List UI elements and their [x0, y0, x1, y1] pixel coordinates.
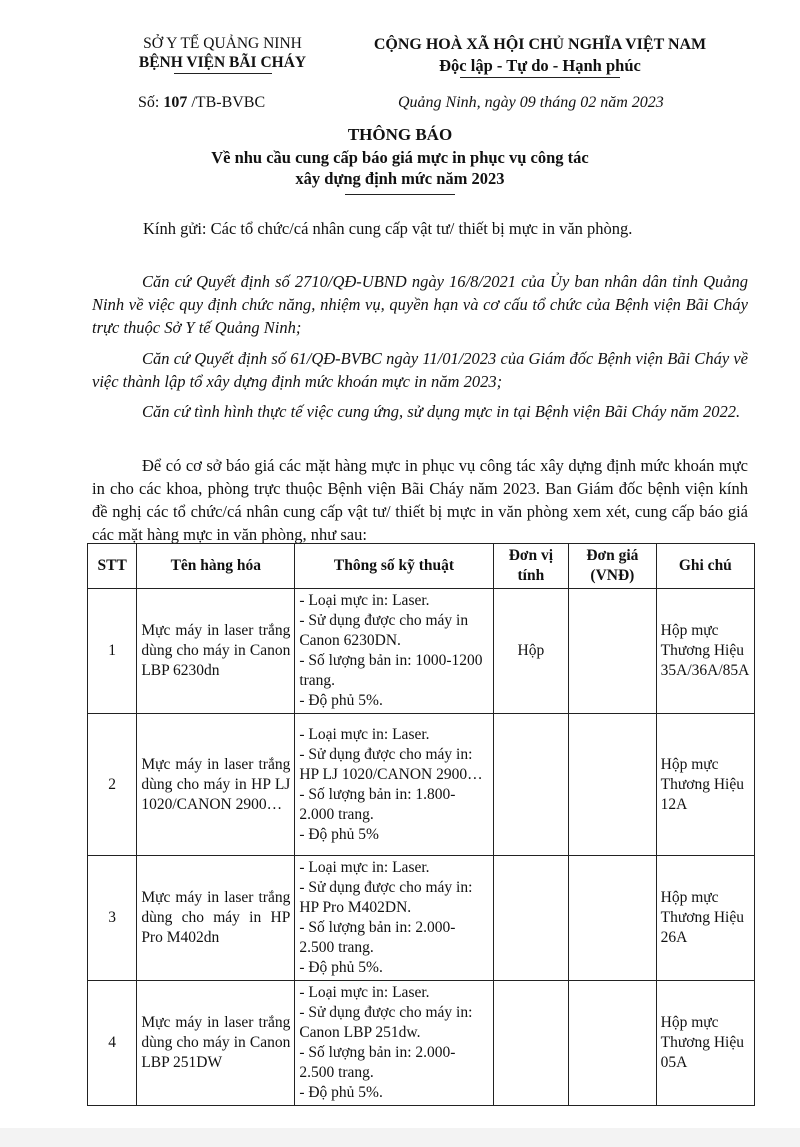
spec-line: - Sử dụng được cho máy in: HP LJ 1020/CANON 2900…: [299, 745, 483, 783]
col-header-name: Tên hàng hóa: [137, 544, 295, 589]
items-table: [87, 543, 755, 1106]
table-header-row: [88, 544, 755, 589]
spec-line: - Sử dụng được cho máy in: HP Pro M402DN.: [299, 879, 473, 916]
spec-line: - Độ phủ 5%: [299, 825, 379, 843]
spec-line: - Số lượng bản in: 1.800-2.000 trang.: [299, 785, 456, 823]
cell-unit: [493, 981, 568, 1106]
table-row: [88, 714, 755, 856]
org-parent: SỞ Y TẾ QUẢNG NINH: [143, 35, 302, 52]
cell-price: [569, 589, 657, 714]
issuing-org: [120, 34, 325, 74]
cell-name: Mực máy in laser trắng dùng cho máy in HP LJ 1020/CANON 2900…: [137, 714, 295, 856]
spec-line: - Loại mực in: Laser.: [299, 859, 430, 876]
col-header-note: Ghi chú: [656, 544, 754, 589]
paragraph-text: Căn cứ tình hình thực tế việc cung ứng, sử dụng mực in tại Bệnh viện Bãi Cháy năm 2022.: [142, 402, 741, 421]
cell-name: Mực máy in laser trắng dùng cho máy in HP Pro M402dn: [137, 856, 295, 981]
cell-spec: [295, 981, 493, 1106]
subtitle-line: xây dựng định mức năm 2023: [295, 169, 505, 188]
spec-line: - Độ phủ 5%.: [299, 692, 383, 709]
cell-price: [569, 856, 657, 981]
spec-line: - Sử dụng được cho máy in Canon 6230DN.: [299, 612, 469, 649]
title-underline: [345, 194, 455, 195]
legal-basis-paragraph: [92, 270, 748, 339]
paragraph-text: Căn cứ Quyết định số 2710/QĐ-UBND ngày 16/8/2021 của Ủy ban nhân dân tỉnh Quảng Ninh về việc quy định chức năng, nhiệm vụ, quyền hạn và cơ cấu tổ chức của Bệnh viện Bãi Cháy trực thuộc Sở Y tế Quảng Ninh;: [92, 272, 748, 337]
cell-unit: [493, 856, 568, 981]
cell-name: Mực máy in laser trắng dùng cho máy in Canon LBP 6230dn: [137, 589, 295, 714]
subtitle-line: Về nhu cầu cung cấp báo giá mực in phục vụ công tác: [211, 148, 589, 167]
document-subtitle: [0, 147, 800, 189]
spec-line: - Loại mực in: Laser.: [299, 984, 430, 1001]
org-name: BỆNH VIỆN BÃI CHÁY: [138, 54, 307, 71]
spec-line: - Số lượng bản in: 2.000-2.500 trang.: [299, 1044, 456, 1081]
cell-price: [569, 714, 657, 856]
org-underline: [174, 73, 272, 74]
cell-spec: [295, 714, 493, 856]
national-header: [350, 34, 730, 78]
national-motto: Độc lập - Tự do - Hạnh phúc: [439, 56, 641, 75]
col-header-unit: Đơn vị tính: [493, 544, 568, 589]
document-number: [138, 94, 265, 112]
cell-price: [569, 981, 657, 1106]
col-header-price: Đơn giá (VNĐ): [569, 544, 657, 589]
document-title: THÔNG BÁO: [347, 125, 453, 144]
table-row: [88, 589, 755, 714]
spec-line: - Độ phủ 5%.: [299, 959, 383, 976]
document-date: Quảng Ninh, ngày 09 tháng 02 năm 2023: [398, 94, 664, 111]
cell-note: Hộp mực Thương Hiệu 05A: [656, 981, 754, 1106]
legal-basis-paragraph: [92, 400, 748, 423]
col-header-spec: Thông số kỹ thuật: [295, 544, 493, 589]
table-row: [88, 856, 755, 981]
cell-note: Hộp mực Thương Hiệu 26A: [656, 856, 754, 981]
spec-line: - Sử dụng được cho máy in: Canon LBP 251dw.: [299, 1004, 473, 1041]
cell-stt: 2: [88, 714, 137, 856]
cell-note: Hộp mực Thương Hiệu 35A/36A/85A: [656, 589, 754, 714]
col-header-stt: STT: [88, 544, 137, 589]
cell-stt: 3: [88, 856, 137, 981]
cell-unit: [493, 714, 568, 856]
spec-line: - Số lượng bản in: 2.000-2.500 trang.: [299, 919, 456, 956]
legal-basis-paragraph: [92, 347, 748, 393]
doc-number-suffix: /TB-BVBC: [187, 94, 266, 111]
spec-line: - Loại mực in: Laser.: [299, 592, 430, 609]
spec-line: - Độ phủ 5%.: [299, 1084, 383, 1101]
spec-line: - Loại mực in: Laser.: [299, 725, 430, 743]
recipient-line: Kính gửi: Các tổ chức/cá nhân cung cấp vật tư/ thiết bị mực in văn phòng.: [143, 219, 633, 238]
cell-stt: 1: [88, 589, 137, 714]
request-paragraph: [92, 454, 748, 546]
cell-name: Mực máy in laser trắng dùng cho máy in Canon LBP 251DW: [137, 981, 295, 1106]
spec-line: - Số lượng bản in: 1000-1200 trang.: [299, 652, 483, 689]
doc-number-value: 107: [163, 94, 188, 111]
country-name: CỘNG HOÀ XÃ HỘI CHỦ NGHĨA VIỆT NAM: [373, 36, 707, 53]
cell-stt: 4: [88, 981, 137, 1106]
cell-note: Hộp mực Thương Hiệu 12A: [656, 714, 754, 856]
cell-unit: Hộp: [493, 589, 568, 714]
doc-number-prefix: Số:: [138, 94, 164, 111]
cell-spec: [295, 856, 493, 981]
paragraph-text: Căn cứ Quyết định số 61/QĐ-BVBC ngày 11/01/2023 của Giám đốc Bệnh viện Bãi Cháy về việc thành lập tổ xây dựng định mức khoán mực in năm 2023;: [92, 349, 748, 391]
cell-spec: [295, 589, 493, 714]
table-row: [88, 981, 755, 1106]
motto-underline: [460, 77, 620, 78]
page-bottom-edge: [0, 1128, 800, 1147]
paragraph-text: Để có cơ sở báo giá các mặt hàng mực in phục vụ công tác xây dựng định mức khoán mực in cho các khoa, phòng trực thuộc Bệnh viện Bãi Cháy năm 2023. Ban Giám đốc bệnh viện kính đề nghị các tổ chức/cá nhân cung cấp vật tư/ thiết bị mực in văn phòng xem xét, cung cấp báo giá các mặt hàng mực in văn phòng, như sau:: [92, 456, 748, 544]
